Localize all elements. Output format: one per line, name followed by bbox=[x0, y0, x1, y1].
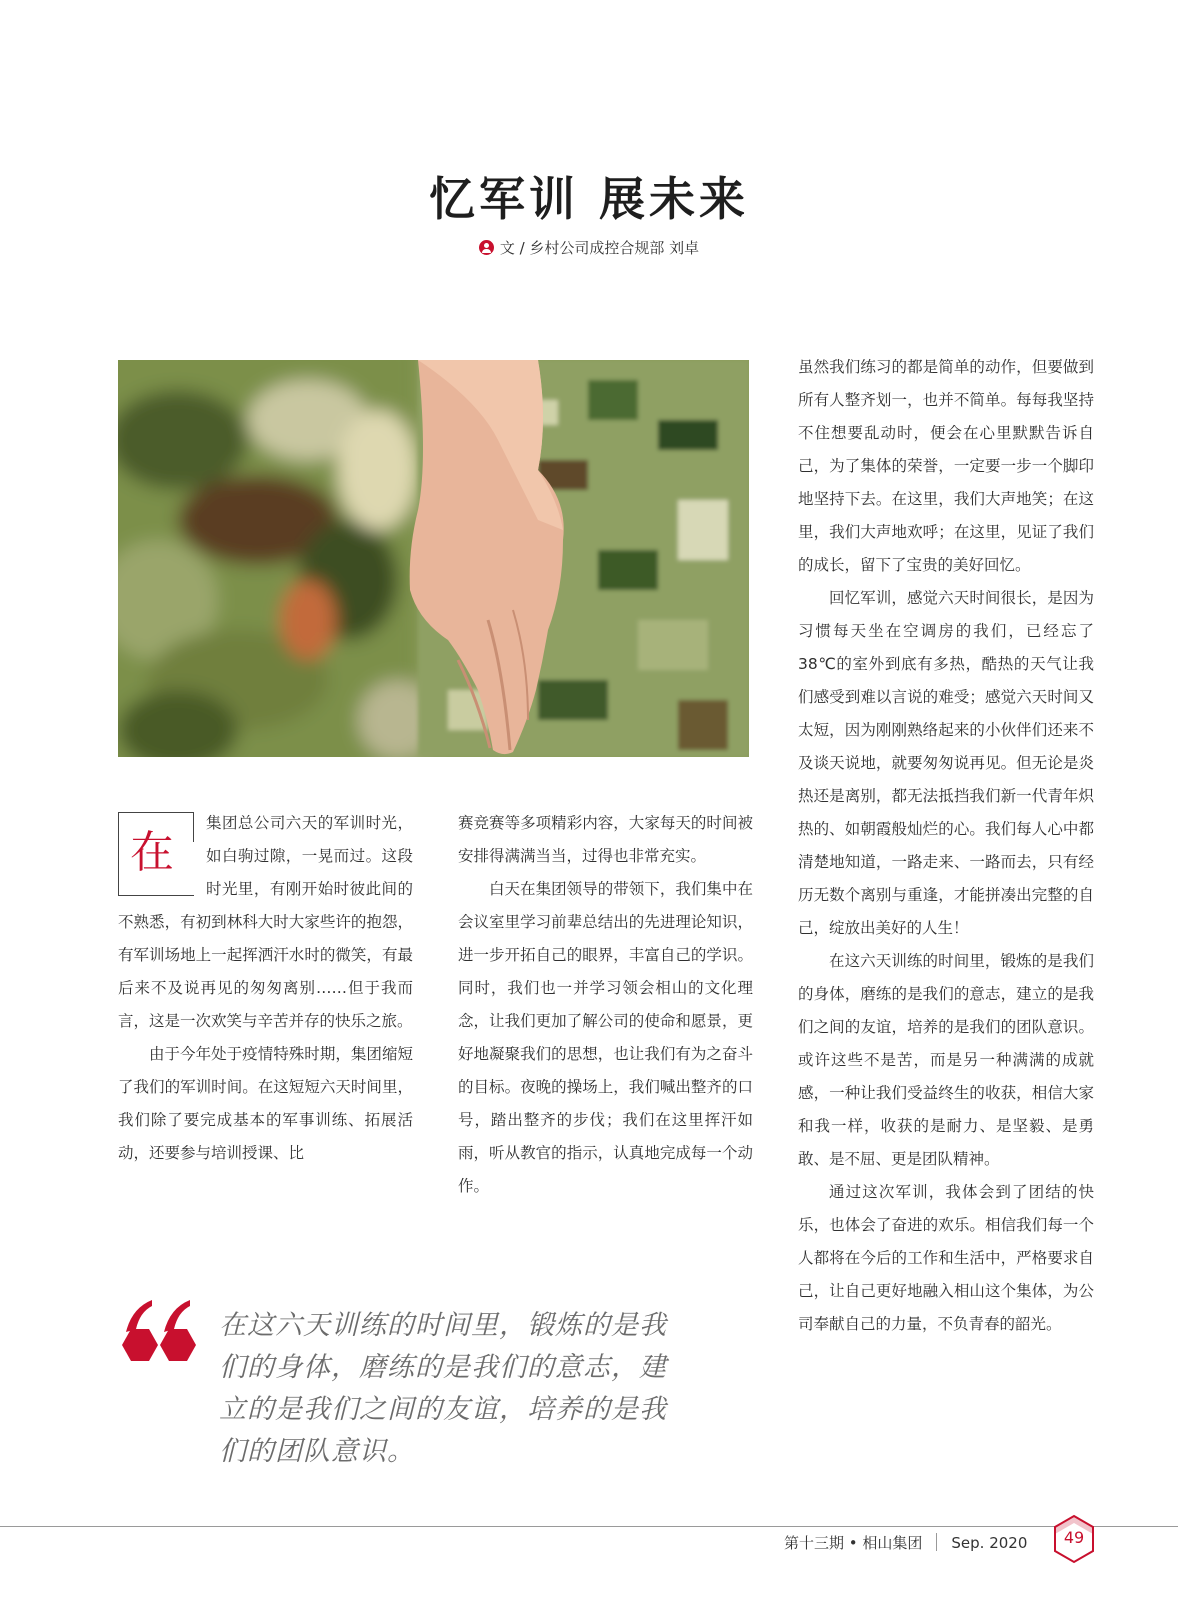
drop-cap-frame-edge bbox=[193, 812, 194, 842]
drop-cap bbox=[118, 812, 192, 896]
drop-cap-letter: 在 bbox=[130, 827, 174, 878]
paragraph: 通过这次军训，我体会到了团结的快乐，也体会了奋进的欢乐。相信我们每一个人都将在今后的工作和生活中，严格要求自己，让自己更好地融入相山这个集体，为公司奉献自己的力量，不负青春的韶光。 bbox=[798, 1183, 1094, 1333]
byline bbox=[0, 237, 1178, 258]
issue-date: Sep. 2020 bbox=[951, 1534, 1028, 1552]
text-column-1 bbox=[118, 807, 413, 1170]
footer bbox=[784, 1532, 1027, 1553]
pull-quote: 在这六天训练的时间里，锻炼的是我们的身体，磨练的是我们的意志，建立的是我们之间的友谊，培养的是我们的团队意识。 bbox=[219, 1310, 667, 1467]
paragraph: 白天在集团领导的带领下，我们集中在会议室里学习前辈总结出的先进理论知识，进一步开拓自己的眼界，丰富自己的学识。同时，我们也一并学习领会相山的文化理念，让我们更加了解公司的使命和愿景，更好地凝聚我们的思想，也让我们有为之奋斗的目标。夜晚的操场上，我们喊出整齐的口号，踏出整齐的步伐；我们在这里挥汗如雨，听从教官的指示，认真地完成每一个动作。 bbox=[458, 880, 753, 1195]
paragraph: 由于今年处于疫情特殊时期，集团缩短了我们的军训时间。在这短短六天时间里，我们除了要完成基本的军事训练、拓展活动，还要参与培训授课、比 bbox=[118, 1045, 413, 1162]
paragraph: 赛竞赛等多项精彩内容，大家每天的时间被安排得满满当当，过得也非常充实。 bbox=[458, 814, 753, 865]
paragraph: 在这六天训练的时间里，锻炼的是我们的身体，磨练的是我们的意志，建立的是我们之间的友谊，培养的是我们的团队意识。或许这些不是苦，而是另一种满满的成就感，一种让我们受益终生的收获，相信大家和我一样，收获的是耐力、是坚毅、是勇敢、是不屈、更是团队精神。 bbox=[798, 952, 1094, 1168]
quote-mark-icon bbox=[118, 1298, 198, 1366]
paragraph: 虽然我们练习的都是简单的动作，但要做到所有人整齐划一，也并不简单。每每我坚持不住想要乱动时，便会在心里默默告诉自己，为了集体的荣誉，一定要一步一个脚印地坚持下去。在这里，我们大声地笑；在这里，我们大声地欢呼；在这里，见证了我们的成长，留下了宝贵的美好回忆。 bbox=[798, 358, 1094, 574]
page-number: 49 bbox=[1063, 1528, 1085, 1547]
text-column-3 bbox=[798, 351, 1094, 1341]
camouflage-photo bbox=[118, 360, 749, 757]
footer-divider bbox=[0, 1526, 1178, 1527]
paragraph: 集团总公司六天的军训时光，如白驹过隙，一晃而过。这段时光里，有刚开始时彼此间的不熟悉，有初到林科大时大家些许的抱怨，有军训场地上一起挥洒汗水时的微笑，有最后来不及说再见的匆匆离别……但于我而言，这是一次欢笑与辛苦并存的快乐之旅。 bbox=[118, 814, 413, 1030]
byline-text: 文 / 乡村公司成控合规部 刘卓 bbox=[499, 239, 700, 257]
text-column-2 bbox=[458, 807, 753, 1203]
article-title: 忆军训 展未来 bbox=[428, 172, 749, 226]
issue-label: 第十三期 • 相山集团 bbox=[784, 1534, 923, 1552]
paragraph: 回忆军训，感觉六天时间很长，是因为习惯每天坐在空调房的我们，已经忘了 38℃的室外到底有多热，酷热的天气让我们感受到难以言说的难受；感觉六天时间又太短，因为刚刚熟络起来的小伙伴们还来不及谈天说地，就要匆匆说再见。但无论是炎热还是离别，都无法抵挡我们新一代青年炽热的、如朝霞般灿烂的心。我们每人心中都清楚地知道，一路走来、一路而去，只有经历无数个离别与重逢，才能拼凑出完整的自己，绽放出美好的人生！ bbox=[798, 589, 1094, 937]
person-icon bbox=[479, 240, 494, 255]
footer-separator bbox=[936, 1533, 937, 1551]
